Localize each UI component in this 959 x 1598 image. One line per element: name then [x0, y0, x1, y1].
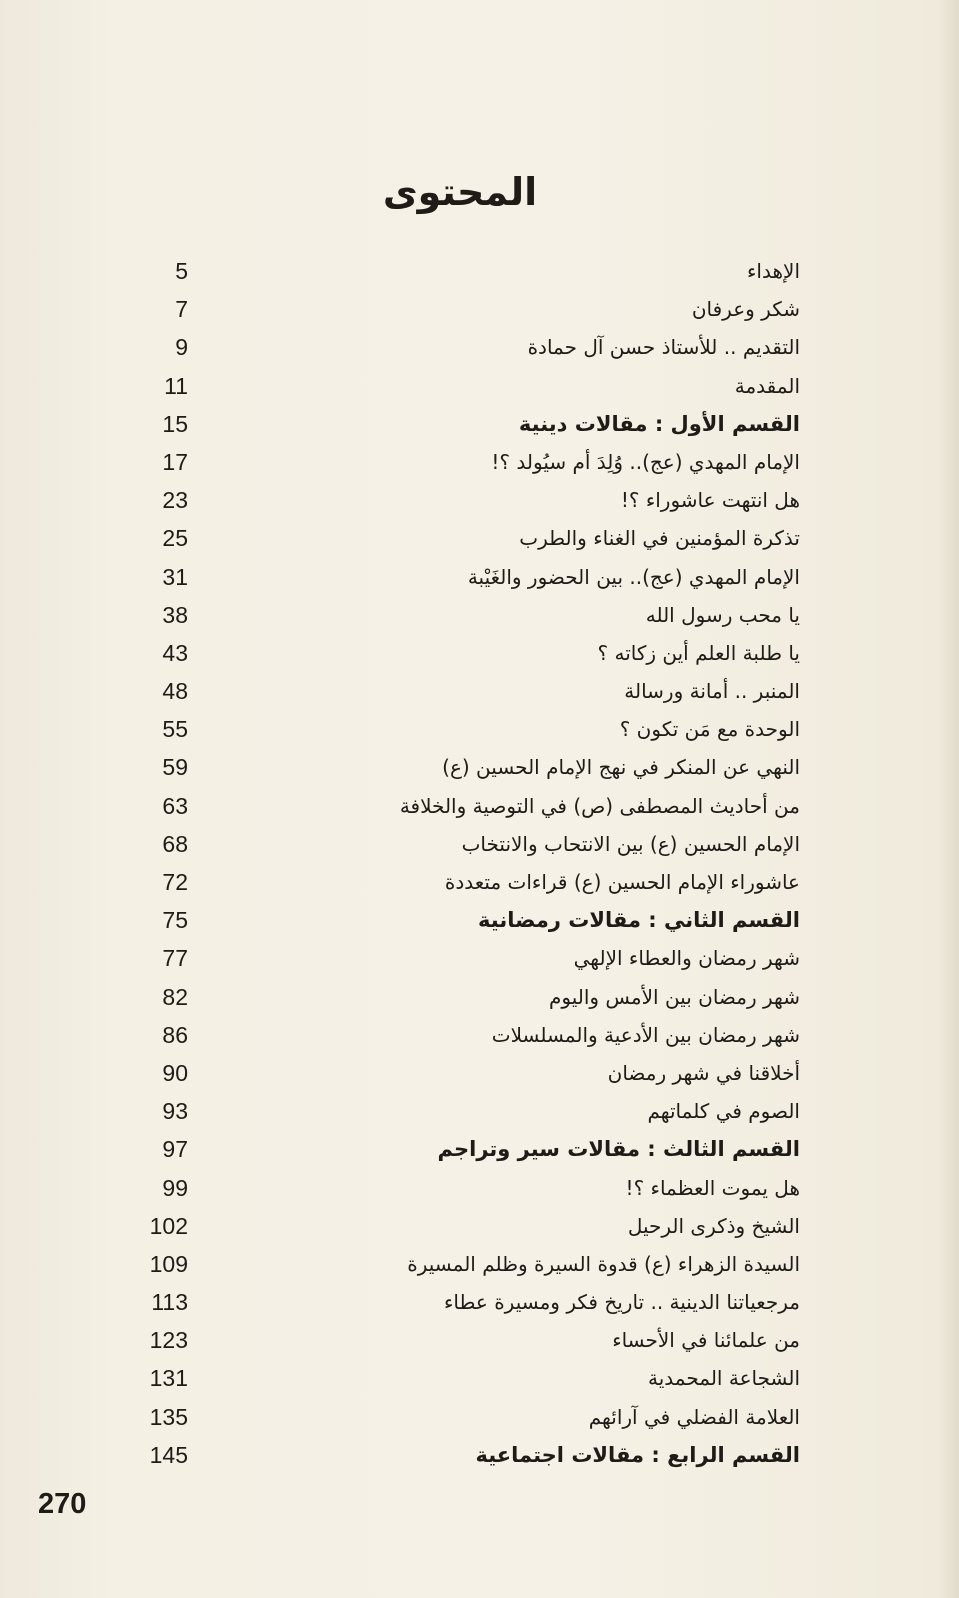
toc-page-number: 59 — [162, 754, 188, 781]
toc-page-number: 5 — [175, 258, 188, 284]
toc-entry-title: عاشوراء الإمام الحسين (ع) قراءات متعددة — [444, 870, 800, 894]
toc-page-number: 75 — [162, 907, 188, 934]
toc-entry — [120, 863, 800, 901]
toc-entry-title: مرجعياتنا الدينية .. تاريخ فكر ومسيرة عطاء — [444, 1290, 800, 1315]
toc-page-number: 145 — [149, 1441, 188, 1468]
toc-entry — [120, 672, 800, 710]
toc-entry-title: هل انتهت عاشوراء ؟! — [620, 488, 800, 513]
toc-entry-title: أخلاقنا في شهر رمضان — [607, 1060, 800, 1085]
toc-page-number: 7 — [175, 296, 188, 323]
toc-page-number: 99 — [162, 1174, 188, 1201]
toc-entry-title: شهر رمضان بين الأدعية والمسلسلات — [491, 1022, 800, 1047]
toc-section-title: القسم الأول : مقالات دينية — [518, 411, 800, 436]
toc-entry-title: الوحدة مع مَن تكون ؟ — [619, 717, 800, 742]
toc-page-number: 123 — [149, 1327, 188, 1354]
toc-page-number: 63 — [162, 792, 188, 819]
toc-entry-title: شهر رمضان والعطاء الإلهي — [573, 946, 800, 971]
toc-page-number: 55 — [162, 716, 188, 743]
toc-page-number: 25 — [162, 525, 188, 552]
toc-page-number: 23 — [162, 487, 188, 514]
toc-page-number: 48 — [162, 678, 188, 705]
toc-entry-title: التقديم .. للأستاذ حسن آل حمادة — [527, 335, 800, 360]
toc-entry — [120, 290, 800, 328]
toc-page-number: 113 — [151, 1289, 188, 1316]
toc-entry-title: شهر رمضان بين الأمس واليوم — [549, 984, 800, 1009]
toc-entry-title: يا محب رسول الله — [645, 602, 800, 627]
page-edge-shadow — [937, 0, 959, 1598]
toc-entry-title: من أحاديث المصطفى (ص) في التوصية والخلافة — [399, 793, 800, 818]
page-title: المحتوى — [382, 170, 538, 214]
toc-page-number: 43 — [162, 639, 188, 666]
toc-section-title: القسم الثاني : مقالات رمضانية — [478, 908, 800, 933]
toc-page-number: 9 — [175, 334, 188, 361]
toc-entry-title: الإمام المهدي (عج).. بين الحضور والغَيْبة — [467, 564, 800, 589]
toc-page-number: 15 — [162, 410, 188, 437]
toc-entry-title: الشجاعة المحمدية — [648, 1366, 800, 1391]
toc-entry — [120, 1169, 800, 1207]
toc-page-number: 68 — [162, 830, 188, 857]
toc-page-number: 131 — [149, 1365, 188, 1392]
toc-entry — [120, 252, 800, 290]
toc-entry — [120, 596, 800, 634]
toc-entry — [120, 1016, 800, 1054]
toc-page-number: 86 — [162, 1021, 188, 1048]
toc-entry — [120, 787, 800, 825]
toc-entry-title: الشيخ وذكرى الرحيل — [627, 1213, 800, 1238]
toc-entry-title: المنبر .. أمانة ورسالة — [624, 679, 800, 704]
toc-page-number: 102 — [149, 1212, 188, 1239]
toc-entry-title: هل يموت العظماء ؟! — [625, 1175, 800, 1200]
page-number: 270 — [38, 1488, 87, 1520]
toc-page-number: 109 — [149, 1250, 188, 1277]
toc-page-number: 77 — [162, 945, 188, 972]
toc-entry — [120, 1207, 800, 1245]
toc-entry — [120, 1245, 800, 1283]
toc-section-heading — [120, 1436, 800, 1474]
table-of-contents — [120, 252, 800, 1474]
toc-page-number: 90 — [162, 1059, 188, 1086]
toc-entry-title: المقدمة — [734, 373, 800, 398]
toc-section-title: القسم الرابع : مقالات اجتماعية — [475, 1442, 800, 1467]
toc-entry-title: الإمام المهدي (عج).. وُلِدَ أم سيُولد ؟! — [491, 449, 800, 474]
toc-entry — [120, 1321, 800, 1359]
toc-entry-title: شكر وعرفان — [691, 297, 800, 322]
toc-entry-title: السيدة الزهراء (ع) قدوة السيرة وظلم المسيرة — [407, 1251, 800, 1276]
toc-entry — [120, 825, 800, 863]
toc-page-number: 17 — [162, 448, 188, 475]
toc-entry — [120, 443, 800, 481]
toc-page-number: 31 — [162, 563, 188, 590]
toc-entry-title: الإمام الحسين (ع) بين الانتحاب والانتخاب — [461, 831, 800, 856]
toc-entry-title: العلامة الفضلي في آرائهم — [588, 1404, 800, 1429]
toc-entry — [120, 634, 800, 672]
toc-section-title: القسم الثالث : مقالات سير وتراجم — [437, 1137, 800, 1162]
toc-entry — [120, 1092, 800, 1130]
toc-section-heading — [120, 1130, 800, 1168]
toc-page-number: 97 — [162, 1136, 188, 1163]
toc-entry — [120, 939, 800, 977]
toc-entry-title: تذكرة المؤمنين في الغناء والطرب — [519, 526, 800, 551]
toc-entry-title: النهي عن المنكر في نهج الإمام الحسين (ع) — [442, 755, 800, 780]
toc-entry — [120, 1283, 800, 1321]
toc-section-heading — [120, 405, 800, 443]
toc-page-number: 11 — [164, 372, 188, 399]
toc-page-number: 38 — [162, 601, 188, 628]
toc-entry-title: الإهداء — [747, 259, 800, 283]
toc-entry — [120, 1359, 800, 1397]
toc-entry-title: يا طلبة العلم أين زكاته ؟ — [597, 640, 800, 665]
toc-page-number: 135 — [149, 1403, 188, 1430]
toc-entry — [120, 558, 800, 596]
toc-page-number: 82 — [162, 983, 188, 1010]
toc-entry — [120, 1054, 800, 1092]
toc-entry — [120, 328, 800, 366]
toc-entry — [120, 710, 800, 748]
toc-page-number: 93 — [162, 1098, 188, 1125]
toc-entry-title: الصوم في كلماتهم — [647, 1099, 800, 1124]
toc-page-number: 72 — [162, 869, 188, 895]
toc-entry — [120, 748, 800, 786]
toc-entry — [120, 978, 800, 1016]
toc-entry — [120, 519, 800, 557]
toc-entry — [120, 367, 800, 405]
toc-section-heading — [120, 901, 800, 939]
toc-entry — [120, 481, 800, 519]
toc-entry-title: من علمائنا في الأحساء — [612, 1328, 800, 1353]
toc-entry — [120, 1398, 800, 1436]
